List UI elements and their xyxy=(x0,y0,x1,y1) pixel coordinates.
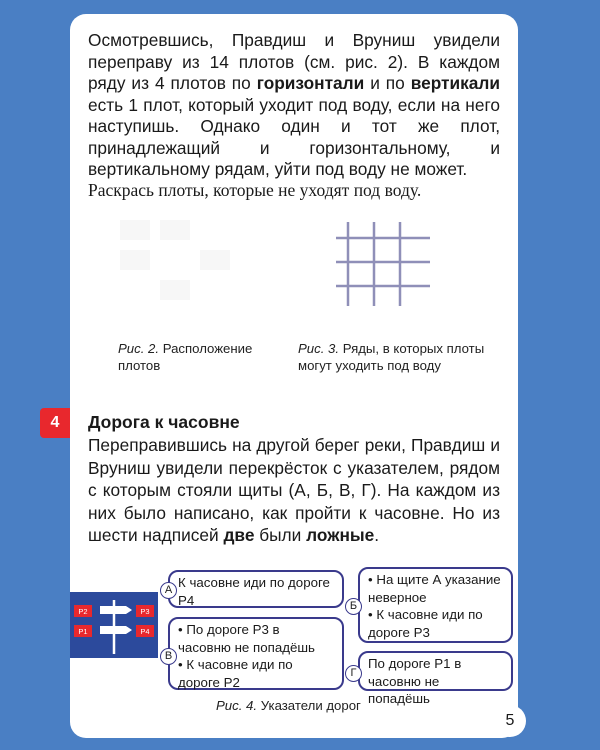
road-text-1: Переправившись на другой берег реки, Правдиш и Вруниш увидели перекрёсток с указателем, рядом с которым стояли щиты (А, Б, В, Г). На каждом из них было написано, как пройти к часовне. Но из шести надписей xyxy=(88,435,500,545)
figure-3-label: Рис. 3. xyxy=(298,341,340,356)
shield-a xyxy=(168,570,344,608)
rows-grid-figure xyxy=(330,222,430,306)
sign-label-p2: P2 xyxy=(78,607,88,616)
road-signpost xyxy=(70,592,158,658)
road-text-2: были xyxy=(254,525,307,545)
intro-text-1: Осмотревшись, Правдиш и Вруниш увидели переправу из 14 плотов (см. рис. 2). В каждом ряду из 4 плотов по xyxy=(88,30,500,93)
figure-4-caption xyxy=(216,697,436,714)
shield-b-letter: Б xyxy=(345,598,362,615)
figure-2-caption xyxy=(118,340,283,374)
shield-b xyxy=(358,567,513,643)
shield-b-item-2: • К часовне иди по дороге Р3 xyxy=(368,607,483,640)
road-text-3: . xyxy=(374,525,380,545)
road-paragraph xyxy=(88,434,500,547)
shield-g xyxy=(358,651,513,706)
figure-4-text: Указатели дорог xyxy=(257,698,361,713)
sign-label-p4: P4 xyxy=(140,627,150,636)
signpost-icon xyxy=(70,592,158,658)
figure-3-text: Ряды, в которых плоты могут уходить под воду xyxy=(298,341,485,373)
figure-3-caption xyxy=(298,340,488,374)
intro-bold-horizontal: горизонтали xyxy=(256,73,365,93)
shield-g-text: По дороге Р1 в часовню не попадёшь xyxy=(368,656,462,706)
shield-a-text: К часовне иди по дороге Р4 xyxy=(178,575,330,608)
intro-text-3: есть 1 плот, который уходит под воду, если на него наступишь. Однако один и тот же плот, принадлежащий и горизонтальному, и вертикальному рядам, уйти под воду не может. xyxy=(88,94,500,179)
road-bold-two: две xyxy=(223,525,255,545)
intro-text-2: и по xyxy=(364,73,411,93)
sign-label-p3: P3 xyxy=(140,607,150,616)
task-number-badge: 4 xyxy=(40,408,70,438)
rafts-figure xyxy=(110,210,270,320)
road-bold-false: ложные xyxy=(306,525,375,545)
page-number: 5 xyxy=(494,705,526,737)
intro-bold-vertical: вертикали xyxy=(410,73,500,93)
sign-label-p1: P1 xyxy=(78,627,88,636)
shield-v xyxy=(168,617,344,690)
intro-paragraph xyxy=(88,30,500,181)
figure-4-label: Рис. 4. xyxy=(216,698,258,713)
shield-a-letter: А xyxy=(160,582,177,599)
figure-2-label: Рис. 2. xyxy=(118,341,160,356)
figure-2-text: Расположение плотов xyxy=(118,341,253,373)
task-instruction: Раскрась плоты, которые не уходят под воду. xyxy=(88,180,422,200)
shield-g-letter: Г xyxy=(345,665,362,682)
shield-b-item-1: • На щите А указание неверное xyxy=(368,572,501,605)
section-heading: Дорога к часовне xyxy=(88,412,240,432)
shield-v-item-1: • По дороге Р3 в часовню не попадёшь xyxy=(178,622,315,655)
shield-v-item-2: • К часовне иди по дороге Р2 xyxy=(178,657,293,690)
shield-v-letter: В xyxy=(160,648,177,665)
